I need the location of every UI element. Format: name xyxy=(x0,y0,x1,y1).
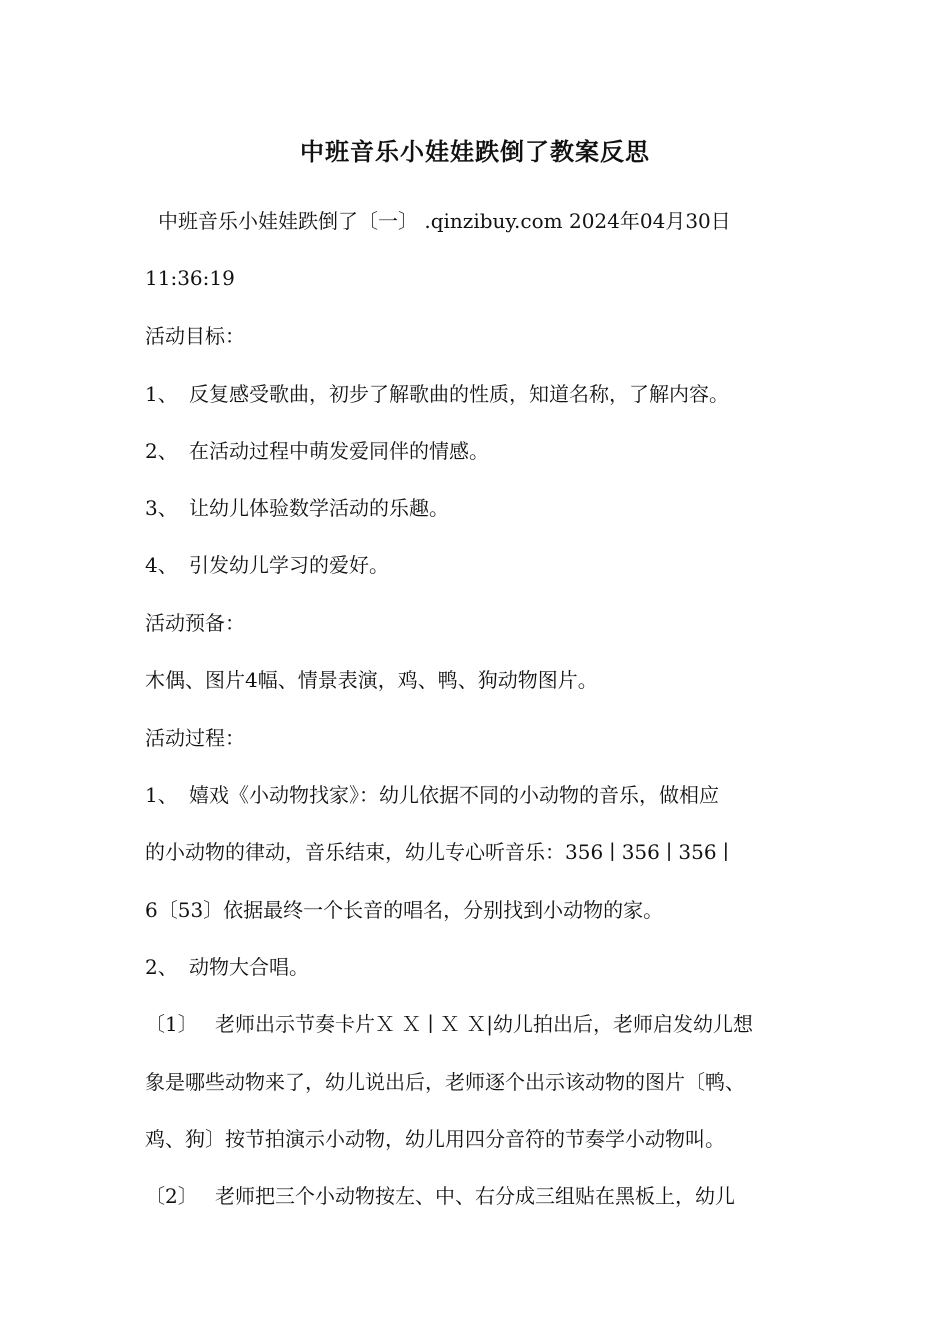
sub-step-text-continued: 象是哪些动物来了，幼儿说出后，老师逐个出示该动物的图片〔鸭、 xyxy=(145,1070,745,1094)
goal-text: 在活动过程中萌发爱同伴的情感。 xyxy=(189,439,489,463)
goal-number: 1、 xyxy=(145,382,178,406)
sub-step-text: 老师把三个小动物按左、中、右分成三组贴在黑板上，幼儿 xyxy=(215,1184,735,1208)
goal-text: 反复感受歌曲，初步了解歌曲的性质，知道名称，了解内容。 xyxy=(189,382,729,406)
step-text: 嬉戏《小动物找家》：幼儿依据不同的小动物的音乐，做相应 xyxy=(189,783,719,807)
document-title: 中班音乐小娃娃跌倒了教案反思 xyxy=(300,137,650,166)
sub-step-number: 〔1〕 xyxy=(145,1012,198,1036)
meta-time: 11:36:19 xyxy=(145,266,235,290)
goal-number: 4、 xyxy=(145,553,178,577)
process-heading: 活动过程： xyxy=(145,726,245,750)
sub-step-number: 〔2〕 xyxy=(145,1184,198,1208)
prep-heading: 活动预备： xyxy=(145,611,245,635)
meta-line: 中班音乐小娃娃跌倒了〔一〕 .qinzibuy.com 2024年04月30日 xyxy=(158,209,731,233)
sub-step xyxy=(145,1182,735,1210)
process-step xyxy=(145,781,719,809)
goal-item xyxy=(145,494,449,522)
step-text-continued: 6〔53〕依据最终一个长音的唱名，分别找到小动物的家。 xyxy=(145,898,664,922)
goal-number: 3、 xyxy=(145,496,178,520)
step-number: 1、 xyxy=(145,783,178,807)
goals-heading: 活动目标： xyxy=(145,324,245,348)
process-step xyxy=(145,953,309,981)
step-text: 动物大合唱。 xyxy=(189,955,309,979)
goal-number: 2、 xyxy=(145,439,178,463)
goal-item xyxy=(145,551,389,579)
sub-step-text-continued: 鸡、狗〕按节拍演示小动物，幼儿用四分音符的节奏学小动物叫。 xyxy=(145,1127,725,1151)
sub-step xyxy=(145,1010,753,1038)
sub-step-text: 老师出示节奏卡片Ｘ Ｘ ∣ Ｘ Ｘ|幼儿拍出后，老师启发幼儿想 xyxy=(215,1012,753,1036)
step-text-continued: 的小动物的律动，音乐结束，幼儿专心听音乐：356 ∣ 356 ∣ 356 ∣ xyxy=(145,840,729,864)
goal-text: 引发幼儿学习的爱好。 xyxy=(189,553,389,577)
goal-item xyxy=(145,437,489,465)
prep-text: 木偶、图片4幅、情景表演，鸡、鸭、狗动物图片。 xyxy=(145,668,598,692)
goal-text: 让幼儿体验数学活动的乐趣。 xyxy=(189,496,449,520)
goal-item xyxy=(145,380,729,408)
step-number: 2、 xyxy=(145,955,178,979)
